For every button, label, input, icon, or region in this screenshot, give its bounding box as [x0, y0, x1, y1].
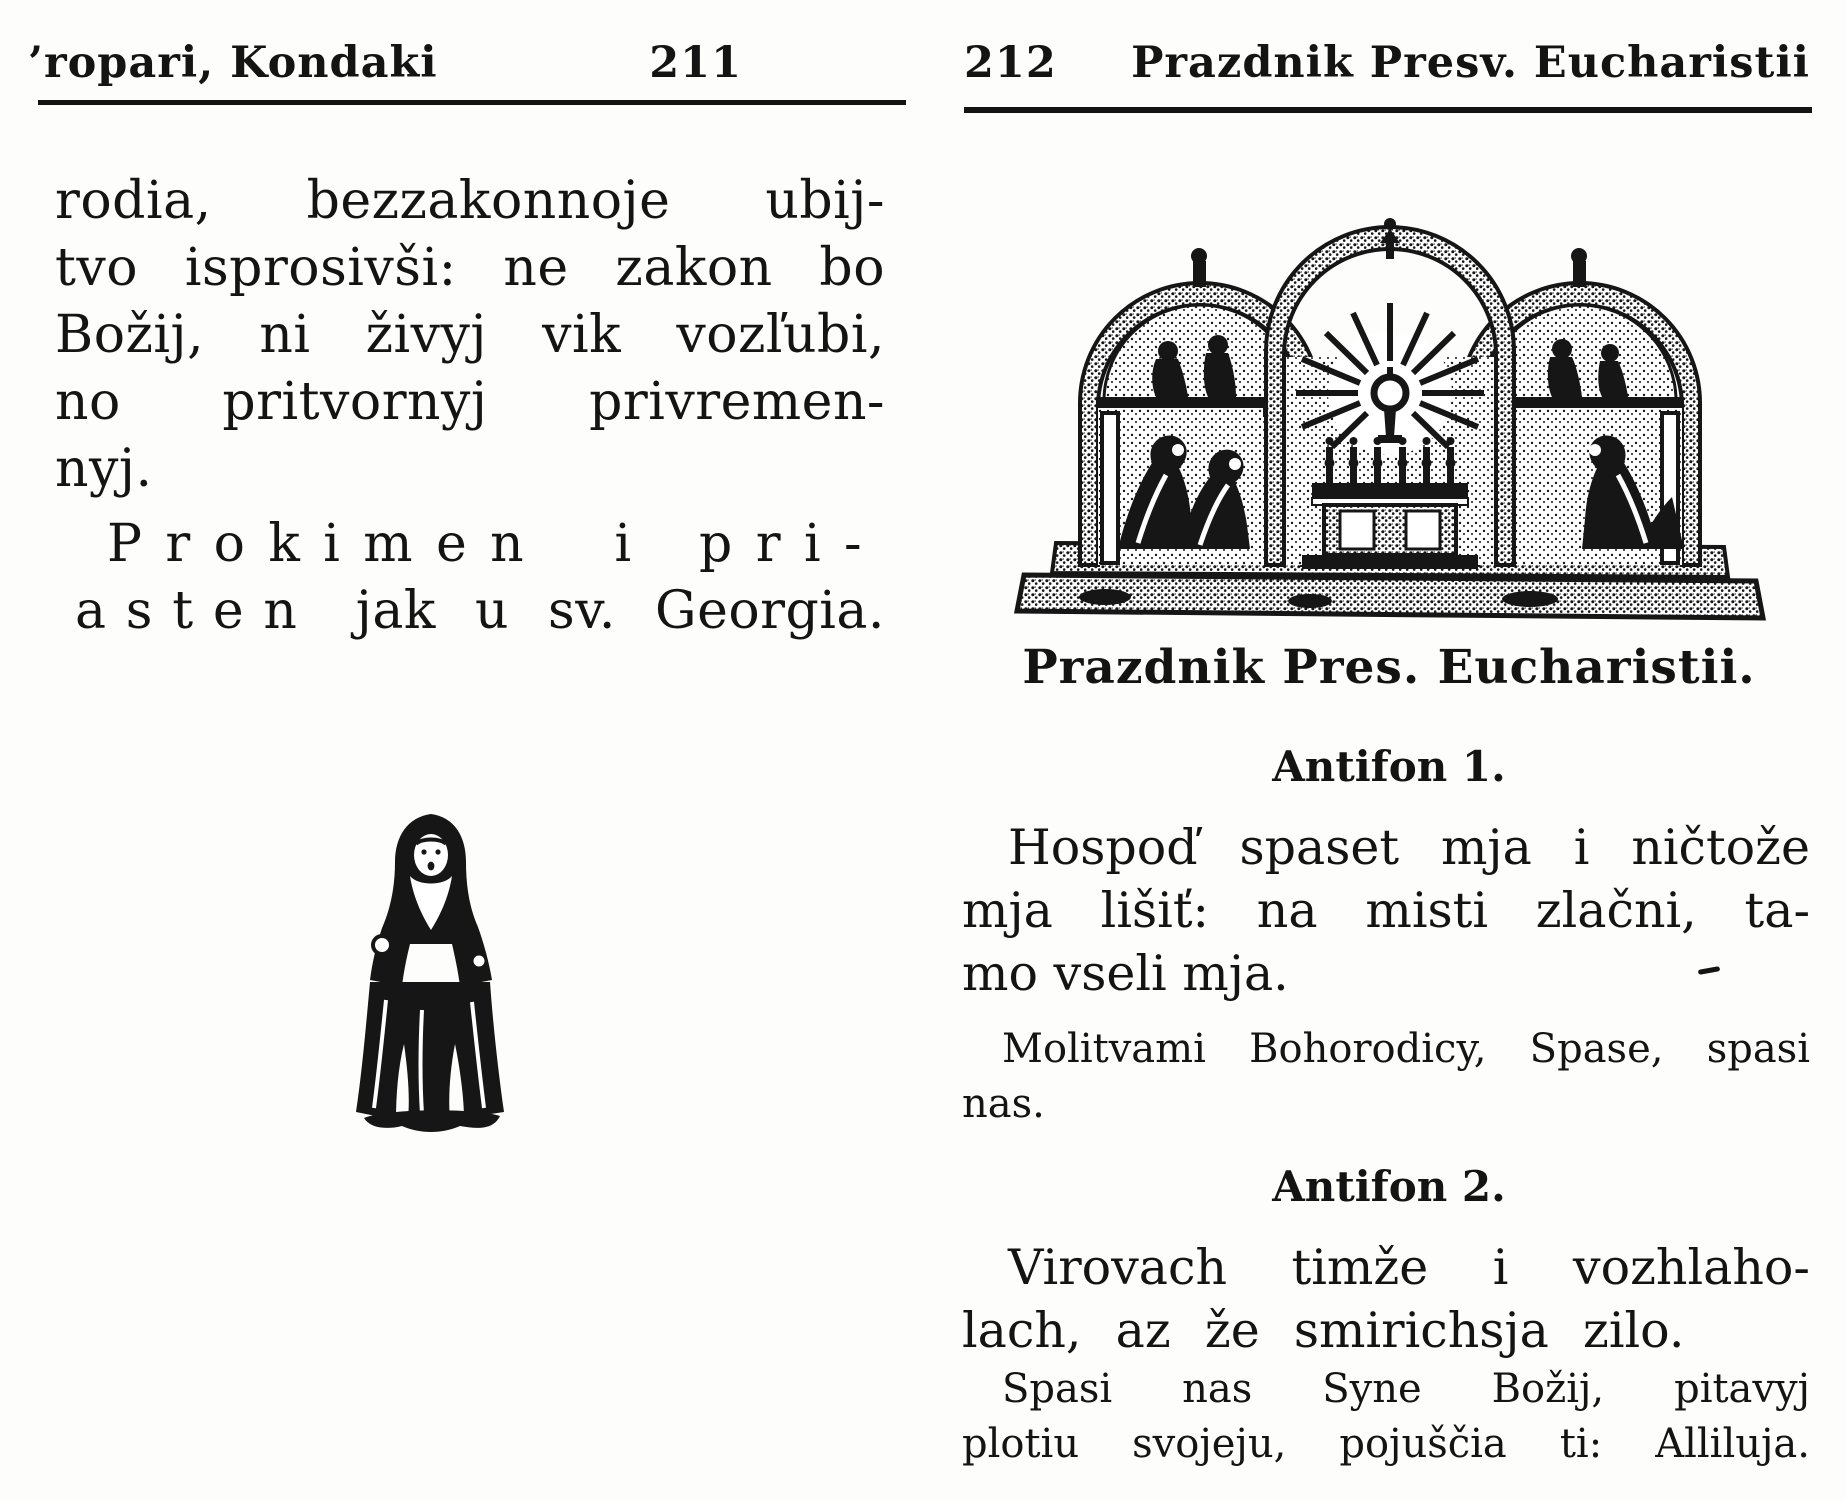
verse-line: Virovach timže i vozhlaho-: [1008, 1239, 1810, 1296]
antifon-1-verse: [962, 816, 1810, 1005]
antifon-2-heading: Antifon 2.: [1272, 1162, 1506, 1211]
altar-triptych-illustration: [1010, 145, 1770, 623]
prokimen-word: i: [614, 514, 632, 574]
right-hand: [472, 954, 486, 968]
center-arch-altar: [1266, 218, 1514, 569]
pricasten-word: jak: [355, 581, 436, 641]
altar-table: [1302, 483, 1478, 569]
verse-line: lach, az že smirichsja zilo.: [962, 1302, 1685, 1359]
body-text-left: [55, 168, 885, 645]
pricasten-word: u: [474, 581, 509, 641]
right-page: [958, 0, 1846, 1500]
page-number-left: 211: [649, 38, 742, 88]
text-line: Božij, ni živyj vik vozľubi,: [55, 305, 885, 365]
text-line: tvo isprosivši: ne zakon bo: [55, 238, 885, 298]
header-rule-left: [38, 100, 906, 105]
antifon-1-response: [962, 1022, 1810, 1132]
pricasten-word: Georgia.: [655, 581, 885, 641]
page-number-right: 212: [964, 38, 1057, 88]
prokimen-word: Prokimen: [107, 514, 548, 574]
text-line: no pritvornyj privremen-: [55, 372, 885, 432]
verse-line: mo vseli mja.: [962, 945, 1289, 1002]
header-rule-right: [964, 107, 1812, 113]
text-line: rodia, bezzakonnoje ubij-: [55, 171, 885, 231]
prokimen-word: pri-: [699, 514, 885, 574]
prokimen-line: [55, 511, 885, 578]
left-hand: [373, 936, 391, 954]
left-page: [0, 0, 905, 1500]
face: [414, 834, 448, 876]
response-line: Spasi nas Syne Božij, pitavyj: [1002, 1366, 1810, 1412]
antifon-2-response: [962, 1362, 1810, 1472]
response-line: plotiu svojeju, pojuščia ti: Alliluja.: [962, 1421, 1810, 1467]
verse-line: Hospoď spaset mja i ničtože: [1008, 819, 1810, 876]
pricasten-line: [55, 578, 885, 645]
running-header-left: [28, 38, 742, 88]
antifon-2-verse: [962, 1236, 1810, 1362]
text-line: nyj.: [55, 439, 153, 499]
running-title-left: ’ropari, Kondaki: [28, 38, 438, 88]
robe: [356, 982, 504, 1120]
running-header-right: [964, 38, 1810, 88]
pricasten-word: asten: [75, 581, 317, 641]
running-title-right: Prazdnik Presv. Eucharistii: [1131, 38, 1810, 88]
pricasten-word: sv.: [548, 581, 616, 641]
verse-line: mja lišiť: na misti zlačni, ta-: [962, 882, 1810, 939]
veiled-woman-illustration: [338, 810, 523, 1145]
response-line: Molitvami Bohorodicy, Spase, spasi: [1002, 1026, 1810, 1072]
section-title: Prazdnik Pres. Eucharistii.: [1022, 640, 1756, 695]
response-line: nas.: [962, 1081, 1045, 1127]
ground-shadow: [364, 1110, 500, 1132]
antifon-1-heading: Antifon 1.: [1272, 742, 1506, 791]
